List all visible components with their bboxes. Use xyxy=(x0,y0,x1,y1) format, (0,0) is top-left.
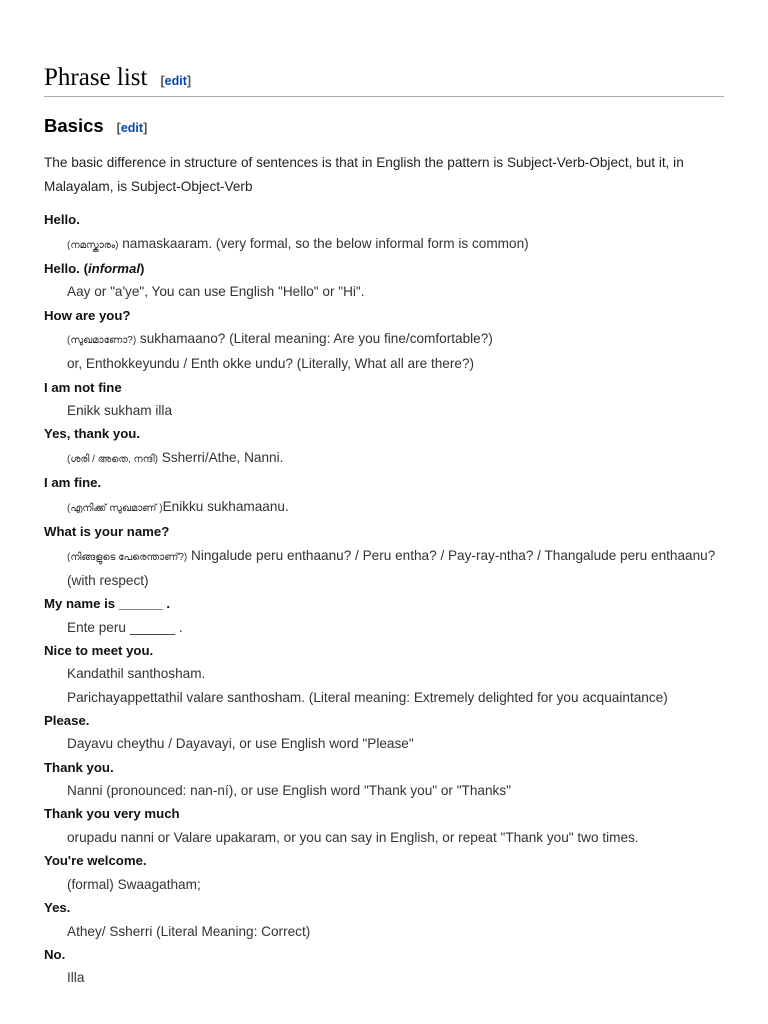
phrase-term xyxy=(44,849,724,873)
phrase-translation xyxy=(67,920,724,943)
translation-text: (formal) Swaagatham; xyxy=(67,876,201,892)
phrase-translation xyxy=(67,873,724,896)
phrase-term-text: My name is ______ . xyxy=(44,595,171,611)
phrase-term-text: Hello. ( xyxy=(44,260,88,276)
phrase-translation xyxy=(67,327,724,352)
phrase-translation xyxy=(67,616,724,639)
translation-text: Ningalude peru enthaanu? / Peru entha? / Pay-ray-ntha? / Thangalude peru enthaanu? (with respect) xyxy=(67,547,716,588)
phrase-translation xyxy=(67,966,724,989)
edit-bracket-open: [ xyxy=(160,74,165,88)
phrase-term-text: Thank you. xyxy=(44,759,114,775)
phrase-term-end: ) xyxy=(140,260,145,276)
phrase-term-text: Yes. xyxy=(44,899,71,915)
phrase-term xyxy=(44,896,724,920)
translation-text: Ente peru ______ . xyxy=(67,619,183,635)
edit-bracket-open: [ xyxy=(116,121,121,135)
translation-text: Nanni (pronounced: nan-ní), or use English word "Thank you" or "Thanks" xyxy=(67,783,511,799)
phrase-term-text: Hello. xyxy=(44,212,80,227)
phrase-term-text: Please. xyxy=(44,712,90,728)
phrase-list xyxy=(44,208,724,990)
section-title: Phrase list xyxy=(44,64,148,91)
translation-text: Illa xyxy=(67,970,85,986)
phrase-term xyxy=(44,709,724,733)
section-edit-link[interactable]: edit xyxy=(164,74,187,88)
phrase-term xyxy=(44,208,724,232)
section-heading xyxy=(44,0,724,97)
phrase-translation xyxy=(67,352,724,375)
phrase-translation xyxy=(67,495,724,520)
phrase-term xyxy=(44,471,724,495)
phrase-translation xyxy=(67,232,724,257)
translation-text: Dayavu cheythu / Dayavayi, or use English word "Please" xyxy=(67,736,414,752)
phrase-term-text: Nice to meet you. xyxy=(44,642,154,658)
phrase-term xyxy=(44,802,724,826)
phrase-translation xyxy=(67,662,724,685)
subsection-edit-link[interactable]: edit xyxy=(120,121,144,135)
phrase-term-text: How are you? xyxy=(44,307,131,323)
phrase-term xyxy=(44,376,724,400)
malayalam-script: (എനിക്ക് സുഖമാണ് ) xyxy=(67,502,163,514)
phrase-term-text: Thank you very much xyxy=(44,806,180,822)
phrase-translation xyxy=(67,732,724,755)
phrase-term xyxy=(44,943,724,967)
translation-text: Athey/ Ssherri (Literal Meaning: Correct) xyxy=(67,923,311,939)
translation-text: Enikk sukham illa xyxy=(67,403,173,419)
phrase-term-text: What is your name? xyxy=(44,523,170,539)
phrase-term xyxy=(44,592,724,616)
phrase-translation xyxy=(67,446,724,471)
translation-text: Kandathil santhosham. xyxy=(67,666,206,682)
intro-paragraph: The basic difference in structure of sentences is that in English the pattern is Subject-Verb-Object, but it, in Malayalam, is Subject-Object-Verb xyxy=(44,155,684,194)
translation-text: sukhamaano? (Literal meaning: Are you fine/comfortable?) xyxy=(136,331,493,347)
phrase-term xyxy=(44,639,724,663)
phrase-translation xyxy=(67,544,724,592)
phrase-term xyxy=(44,520,724,544)
malayalam-script: (നിങ്ങളുടെ പേരെന്താണ്?) xyxy=(67,551,188,563)
phrase-term xyxy=(44,304,724,328)
phrase-term xyxy=(44,422,724,446)
phrase-translation xyxy=(67,686,724,709)
phrase-term-text: You're welcome. xyxy=(44,853,147,869)
phrase-term-text: Yes, thank you. xyxy=(44,426,141,442)
translation-text: or, Enthokkeyundu / Enth okke undu? (Literally, What all are there?) xyxy=(67,356,475,372)
translation-text: Ssherri/Athe, Nanni. xyxy=(157,449,284,465)
phrase-translation xyxy=(67,779,724,802)
phrase-term-text: I am not fine xyxy=(44,379,122,395)
phrase-term-emphasis: informal xyxy=(87,260,140,276)
phrase-translation xyxy=(67,399,724,422)
phrase-term-text: No. xyxy=(44,946,66,962)
malayalam-script: (സുഖമാണോ?) xyxy=(67,335,137,347)
phrase-translation xyxy=(67,280,724,303)
subsection-title: Basics xyxy=(44,115,104,136)
malayalam-script: (നമസ്കാരം) xyxy=(67,239,119,251)
translation-text: Enikku sukhamaanu. xyxy=(162,498,289,514)
subsection-heading xyxy=(44,115,724,137)
translation-text: Aay or "a'ye", You can use English "Hello" or "Hi". xyxy=(67,284,365,300)
edit-bracket-close: ] xyxy=(143,121,148,135)
malayalam-script: (ശരി / അതെ, നന്ദി) xyxy=(67,453,158,465)
subsection-edit xyxy=(117,121,148,135)
phrase-translation xyxy=(67,826,724,849)
phrase-term xyxy=(44,257,724,281)
translation-text: Parichayappettathil valare santhosham. (Literal meaning: Extremely delighted for you acquaintance) xyxy=(67,689,668,705)
phrase-term-text: I am fine. xyxy=(44,475,102,491)
translation-text: namaskaaram. (very formal, so the below informal form is common) xyxy=(118,235,529,251)
edit-bracket-close: ] xyxy=(186,74,192,88)
translation-text: orupadu nanni or Valare upakaram, or you can say in English, or repeat "Thank you" two times. xyxy=(67,829,639,845)
phrase-term xyxy=(44,756,724,780)
section-edit xyxy=(160,74,191,88)
